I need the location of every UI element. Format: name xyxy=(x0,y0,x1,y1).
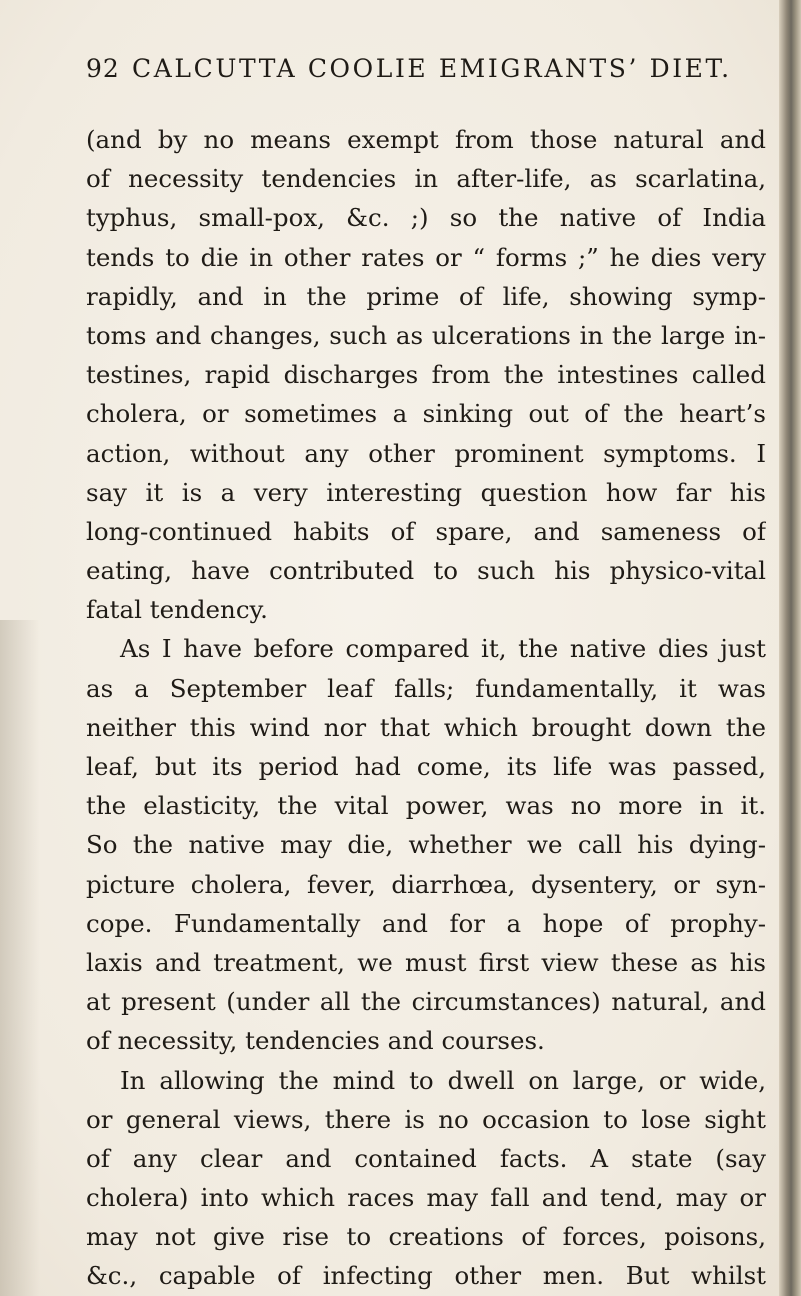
text-line: at present (under all the circumstances) natural, and xyxy=(86,987,766,1017)
text-line: of any clear and contained facts. A state (say xyxy=(86,1143,766,1173)
text-line: (and by no means exempt from those natural and xyxy=(86,125,766,154)
text-line: long-continued habits of spare, and sameness of xyxy=(86,516,766,546)
running-head xyxy=(86,54,766,94)
text-line: cholera, or sometimes a sinking out of the heart’s xyxy=(86,399,766,429)
running-title: CALCUTTA COOLIE EMIGRANTS’ DIET. xyxy=(132,54,732,83)
text-line: typhus, small-pox, &c. ;) so the native of India xyxy=(86,203,766,233)
text-line: may not give rise to creations of forces, poisons, xyxy=(86,1222,766,1252)
page-number: 92 xyxy=(86,54,120,83)
text-line: cholera) into which races may fall and tend, may or xyxy=(86,1183,766,1213)
text-line: neither this wind nor that which brought down the xyxy=(86,712,766,742)
text-line: of necessity tendencies in after-life, as scarlatina, xyxy=(86,164,766,194)
text-line: cope. Fundamentally and for a hope of prophy- xyxy=(86,908,766,938)
text-line: As I have before compared it, the native dies just xyxy=(120,634,766,664)
text-line: of necessity, tendencies and courses. xyxy=(86,1026,545,1056)
page-shadow xyxy=(0,620,40,1296)
text-line: eating, have contributed to such his physico-vital xyxy=(86,556,766,586)
text-line: testines, rapid discharges from the intestines called xyxy=(86,360,766,390)
text-line: picture cholera, fever, diarrhœa, dysentery, or syn- xyxy=(86,869,766,899)
text-line: toms and changes, such as ulcerations in the large in- xyxy=(86,320,766,350)
text-line: fatal tendency. xyxy=(86,595,268,625)
text-line: as a September leaf falls; fundamentally, it was xyxy=(86,673,766,703)
text-line: or general views, there is no occasion to lose sight xyxy=(86,1104,766,1134)
text-line: laxis and treatment, we must first view these as his xyxy=(86,947,766,977)
text-line: say it is a very interesting question how far his xyxy=(86,477,766,507)
text-line: So the native may die, whether we call his dying- xyxy=(86,830,766,860)
text-line: &c., capable of infecting other men. But whilst xyxy=(86,1261,766,1291)
body-text xyxy=(86,120,766,1296)
text-line: the elasticity, the vital power, was no more in it. xyxy=(86,791,766,821)
text-line: tends to die in other rates or “ forms ;” he dies very xyxy=(86,242,766,272)
text-line: leaf, but its period had come, its life was passed, xyxy=(86,752,766,781)
text-line: rapidly, and in the prime of life, showing symp- xyxy=(86,281,766,311)
text-line: action, without any other prominent symptoms. I xyxy=(86,438,766,468)
text-line: In allowing the mind to dwell on large, or wide, xyxy=(120,1065,766,1095)
page-binding-edge xyxy=(779,0,801,1296)
